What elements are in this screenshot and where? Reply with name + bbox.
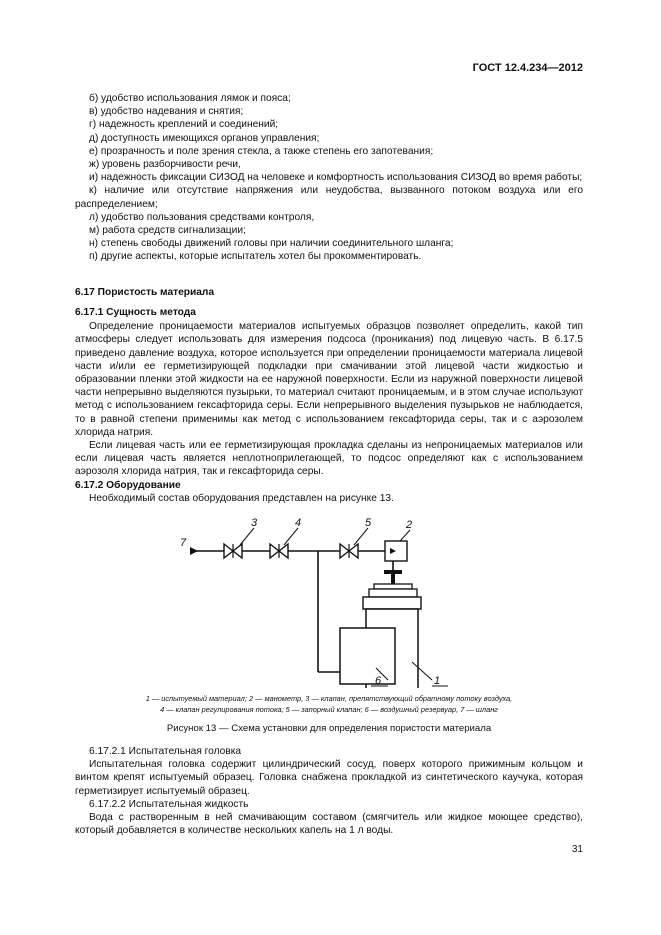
label-2: 2 (406, 519, 413, 531)
list-item: п) другие аспекты, которые испытатель хотел бы прокомментировать. (89, 251, 422, 263)
paragraph: Если лицевая часть или ее герметизирующая прокладка сделаны из непроницаемых материалов или если лицевая часть является неплотноприлегающей, то подсос определяют как с использованием аэрозоля хлорида натрия, так и гексафторида серы. (75, 440, 583, 478)
paragraph: Необходимый состав оборудования представлен на рисунке 13. (89, 492, 394, 504)
section-title-6-17: 6.17 Пористость материала (75, 287, 215, 298)
label-1: 1 (434, 675, 441, 687)
list-item: в) удобство надевания и снятия; (89, 106, 244, 118)
section-title-6-17-2-1: 6.17.2.1 Испытательная головка (89, 746, 242, 757)
list-item: к) наличие или отсутствие напряжения или неудобства, вызванного потоком воздуха или его распределением; (75, 185, 583, 210)
label-7: 7 (180, 537, 187, 549)
paragraph: Испытательная головка содержит цилиндрический сосуд, поверх которого прижимным кольцом и винтом крепят испытуемый образец. Головка снабжена прокладкой из синтетического каучука, которая герметизирует испытуемый образец. (75, 759, 583, 797)
label-5: 5 (365, 517, 372, 529)
list-item: ж) уровень разборчивости речи, (89, 159, 241, 171)
head-screw-top (384, 570, 402, 574)
list-item: н) степень свободы движений головы при наличии соединительного шланга; (89, 238, 454, 250)
legend-line: 1 — испытуемый материал; 2 — манометр, 3 — клапан, препятствующий обратному потоку воздуха, (145, 694, 513, 703)
section-title-6-17-1: 6.17.1 Сущность метода (75, 307, 196, 318)
section-title-6-17-2-2: 6.17.2.2 Испытательная жидкость (89, 798, 249, 810)
list-item: и) надежность фиксации СИЗОД на человеке и комфортность использования СИЗОД во время работы; (89, 172, 583, 184)
section-6-17-2-1 (75, 745, 583, 837)
evaluation-criteria-list (75, 92, 583, 264)
label-4: 4 (295, 517, 302, 529)
document-header: ГОСТ 12.4.234—2012 (472, 62, 583, 74)
figure-13-schematic (150, 508, 450, 688)
legend-line: 4 — клапан регулирования потока; 5 — запорный клапан; 6 — воздушный резервуар, 7 — шланг (160, 705, 498, 714)
page-number: 31 (571, 844, 583, 855)
list-item: д) доступность имеющихся органов управления; (89, 132, 320, 144)
list-item: е) прозрачность и поле зрения стекла, а также степень его запотевания; (89, 145, 434, 157)
list-item: л) удобство пользования средствами контроля, (89, 211, 315, 223)
section-6-17-1 (75, 306, 583, 505)
paragraph: Определение проницаемости материалов испытуемых образцов позволяет определить, какой тип атмосферы следует использовать для измерения подсоса (проникания) под лицевую часть. В 6.17.5 приведено давление воздуха, которое используется при определении проницаемости материала лицевой части и/или ее герметизирующей подкладки при смачивании этой лицевой части жидкостью и образовании пленки этой жидкости на ее наружной поверхности. Если из наружной поверхности лицевой части непрерывно выделяются пузырьки, то материал считают проницаемым, и в этом случае используют метод с использованием гексафторида серы. Если непрерывного выделения пузырьков не наблюдается, то в равной степени применимы как метод с использованием гексафторида серы, так и с аэрозолем хлорида натрия. (75, 321, 583, 438)
paragraph: Вода с растворенным в ней смачивающим составом (смягчитель или жидкое моющее средство), который добавляется в количестве нескольких капель на 1 л воды. (75, 812, 583, 837)
list-item: б) удобство использования лямок и пояса; (89, 93, 291, 104)
section-title-6-17-2: 6.17.2 Оборудование (75, 479, 181, 491)
inflow-arrow (190, 547, 198, 555)
label-6: 6 (375, 675, 382, 687)
label-3: 3 (251, 517, 258, 529)
figure-legend (75, 693, 583, 715)
list-item: м) работа средств сигнализации; (89, 225, 246, 237)
air-tank-6 (340, 628, 395, 684)
list-item: г) надежность креплений и соединений; (89, 119, 279, 131)
figure-caption: Рисунок 13 — Схема установки для определения пористости материала (166, 723, 492, 734)
